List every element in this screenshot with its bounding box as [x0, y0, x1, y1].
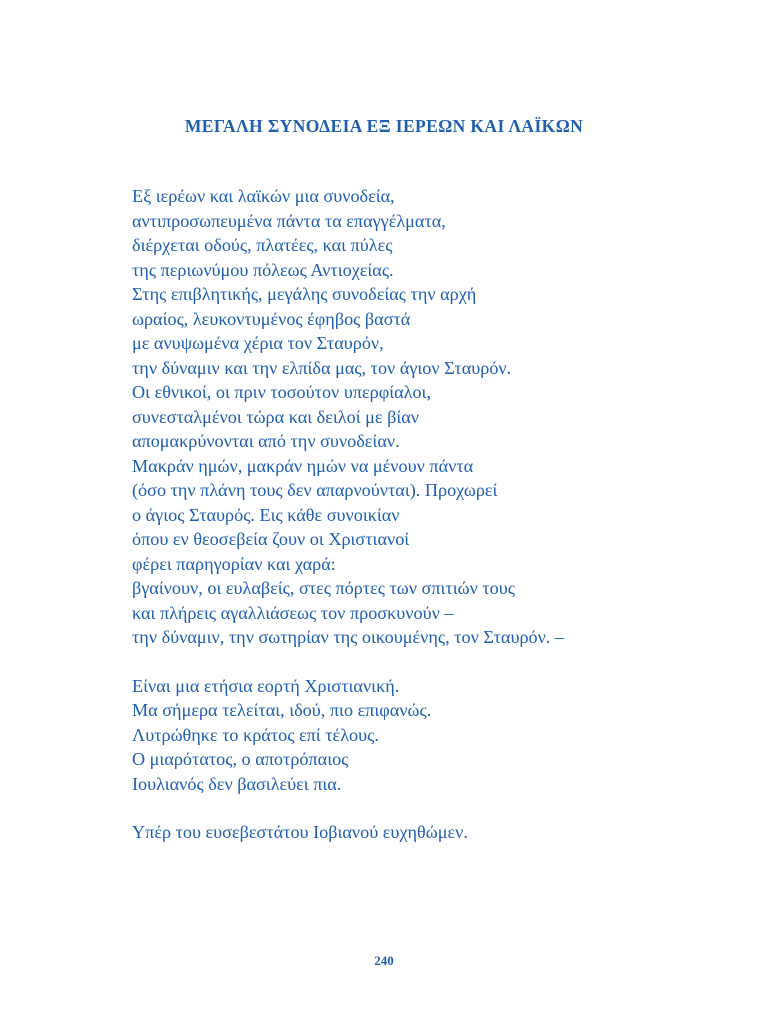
poem-line: βγαίνουν, οι ευλαβείς, στες πόρτες των σπιτιών τους	[132, 578, 515, 598]
poem-line: όπου εν θεοσεβεία ζουν οι Χριστιανοί	[132, 529, 410, 549]
poem-line: της περιωνύμου πόλεως Αντιοχείας.	[132, 259, 394, 280]
poem-line: Ιουλιανός δεν βασιλεύει πια.	[132, 773, 342, 794]
poem-line: (όσο την πλάνη τους δεν απαρνούνται). Προχωρεί	[132, 480, 498, 500]
poem-title: ΜΕΓΑΛΗ ΣΥΝΟΔΕΙΑ ΕΞ ΙΕΡΕΩΝ ΚΑΙ ΛΑΪΚΩΝ	[184, 116, 584, 136]
poem-line: Εξ ιερέων και λαϊκών μια συνοδεία,	[132, 186, 395, 206]
poem-line: ωραίος, λευκοντυμένος έφηβος βαστά	[132, 308, 411, 329]
poem-line: αντιπροσωπευμένα πάντα τα επαγγέλματα,	[132, 210, 446, 231]
poem-line: Οι εθνικοί, οι πριν τοσούτον υπερφίαλοι,	[132, 382, 431, 402]
page-number: 240	[374, 953, 394, 968]
poem-line: Είναι μια ετήσια εορτή Χριστιανική.	[132, 675, 400, 696]
poem-line: Μακράν ημών, μακράν ημών να μένουν πάντα	[132, 455, 474, 476]
stanza-1	[132, 184, 732, 650]
poem-line: Ο μιαρότατος, ο αποτρόπαιος	[132, 749, 349, 769]
poem-line: φέρει παρηγορίαν και χαρά:	[132, 553, 336, 574]
poem-line: την δύναμιν, την σωτηρίαν της οικουμένης, τον Σταυρόν. –	[132, 627, 565, 647]
poem-line: συνεσταλμένοι τώρα και δειλοί με βίαν	[132, 406, 419, 427]
poem-line: Υπέρ του ευσεβεστάτου Ιοβιανού ευχηθώμεν.	[132, 822, 468, 842]
poem-line: Στης επιβλητικής, μεγάλης συνοδείας την αρχή	[132, 284, 477, 304]
poem-body	[132, 184, 732, 869]
poem-line: ο άγιος Σταυρός. Εις κάθε συνοικίαν	[132, 504, 400, 525]
poem-line: Λυτρώθηκε το κράτος επί τέλους.	[132, 724, 379, 745]
poem-line: και πλήρεις αγαλλιάσεως τον προσκυνούν –	[132, 602, 454, 623]
poem-line: απομακρύνονται από την συνοδείαν.	[132, 431, 400, 451]
stanza-2	[132, 674, 732, 797]
poem-line: την δύναμιν και την ελπίδα μας, τον άγιον Σταυρόν.	[132, 357, 512, 378]
poem-line: Μα σήμερα τελείται, ιδού, πιο επιφανώς.	[132, 700, 432, 720]
poem-line: με ανυψωμένα χέρια τον Σταυρόν,	[132, 333, 384, 353]
stanza-3	[132, 820, 732, 845]
poem-line: διέρχεται οδούς, πλατέες, και πύλες	[132, 235, 393, 255]
